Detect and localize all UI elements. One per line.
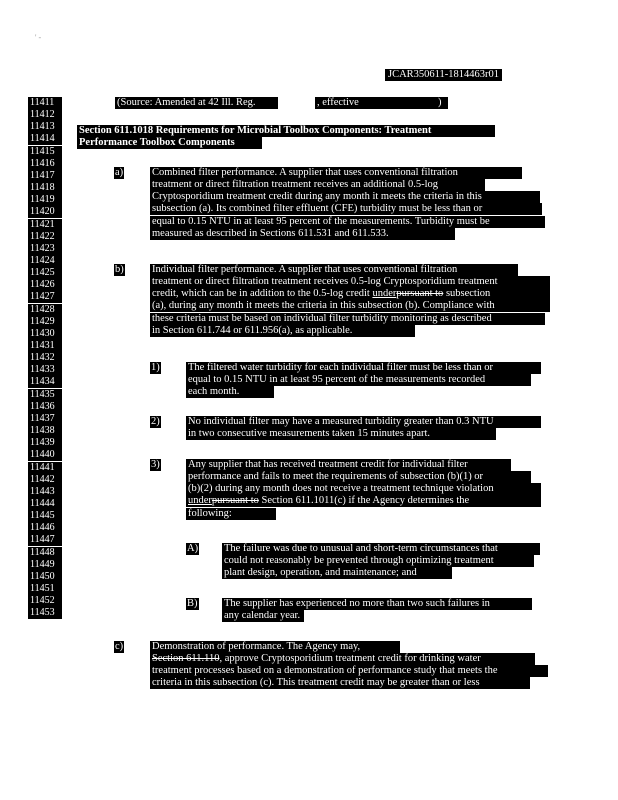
line-number: 11417 bbox=[28, 170, 62, 182]
line-number: 11447 bbox=[28, 534, 62, 546]
line-number: 11443 bbox=[28, 486, 62, 498]
corner-mark: ' - bbox=[35, 33, 42, 42]
text-line-content: any calendar year. bbox=[222, 610, 304, 622]
text-line-content: each month. bbox=[186, 386, 274, 398]
deleted-text: Section 611.110 bbox=[152, 653, 220, 665]
para-marker: 3) bbox=[151, 459, 160, 470]
line-number: 11448 bbox=[28, 547, 62, 559]
line-number: 11428 bbox=[28, 304, 62, 316]
line-number: 11440 bbox=[28, 449, 62, 461]
section-title-line2: Performance Toolbox Components bbox=[77, 137, 262, 149]
text-line-content: performance and fails to meet the requirements of subsection (b)(1) or bbox=[186, 471, 531, 483]
document-code: JCAR350611-1814463r01 bbox=[385, 69, 502, 81]
line-number: 11445 bbox=[28, 510, 62, 522]
line-number: 11442 bbox=[28, 474, 62, 486]
source-prefix: (Source: Amended at 42 Ill. Reg. bbox=[115, 97, 278, 109]
line-number: 11438 bbox=[28, 425, 62, 437]
line-number: 11432 bbox=[28, 352, 62, 364]
text-line-content: these criteria must be based on individual filter turbidity monitoring as described bbox=[150, 313, 545, 325]
line-number: 11434 bbox=[28, 376, 62, 388]
line-number: 11416 bbox=[28, 158, 62, 170]
text-line-content: in Section 611.744 or 611.956(a), as applicable. bbox=[150, 325, 415, 337]
line-number: 11433 bbox=[28, 364, 62, 376]
line-number: 11430 bbox=[28, 328, 62, 340]
line-number: 11422 bbox=[28, 231, 62, 243]
text-line-content: The failure was due to unusual and short-term circumstances that bbox=[222, 543, 540, 555]
line-number: 11411 bbox=[28, 97, 62, 109]
inserted-text: under bbox=[372, 288, 397, 300]
text-line-content: in two consecutive measurements taken 15 minutes apart. bbox=[186, 428, 496, 440]
text-line-content: The supplier has experienced no more than two such failures in bbox=[222, 598, 532, 610]
line-number: 11435 bbox=[28, 389, 62, 401]
line-number: 11421 bbox=[28, 219, 62, 231]
line-number: 11426 bbox=[28, 279, 62, 291]
deleted-text: pursuant to bbox=[396, 288, 444, 300]
text-line-content bbox=[150, 653, 535, 665]
text-line-content: The filtered water turbidity for each individual filter must be less than or bbox=[186, 362, 541, 374]
line-number: 11427 bbox=[28, 291, 62, 303]
line-number: 11450 bbox=[28, 571, 62, 583]
para-marker: A) bbox=[187, 543, 199, 554]
line-number: 11431 bbox=[28, 340, 62, 352]
line-number: 11449 bbox=[28, 559, 62, 571]
text-line-content: treatment processes based on a demonstration of performance study that meets the bbox=[150, 665, 548, 677]
text-line-content: treatment or direct filtration treatment receives 0.5-log Cryptosporidium treatment bbox=[150, 276, 550, 288]
text-line-content bbox=[186, 495, 541, 507]
text-line-content: could not reasonably be prevented through optimizing treatment bbox=[222, 555, 534, 567]
text-line-content: plant design, operation, and maintenance; and bbox=[222, 567, 452, 579]
line-number: 11453 bbox=[28, 607, 62, 619]
text-line-content: Demonstration of performance. The Agency may, bbox=[150, 641, 400, 653]
text-line-content: following: bbox=[186, 508, 276, 520]
line-number: 11425 bbox=[28, 267, 62, 279]
line-number: 11423 bbox=[28, 243, 62, 255]
para-marker: a) bbox=[115, 167, 124, 178]
para-marker: b) bbox=[115, 264, 124, 275]
text-line-content: credit, which can be in addition to the 0.5-log credit underpursuant to subsection bbox=[150, 288, 550, 300]
inserted-text: under bbox=[188, 495, 212, 507]
text-line-content: Individual filter performance. A supplier that uses conventional filtration bbox=[150, 264, 518, 276]
line-number: 11451 bbox=[28, 583, 62, 595]
section-title-line1: Section 611.1018 Requirements for Microbial Toolbox Components: Treatment bbox=[77, 125, 495, 137]
source-redacted-date bbox=[371, 97, 436, 109]
line-number: 11419 bbox=[28, 194, 62, 206]
line-number: 11441 bbox=[28, 462, 62, 474]
text-line-content: equal to 0.15 NTU in at least 95 percent of the measurements recorded bbox=[186, 374, 531, 386]
source-mid: , effective bbox=[315, 97, 371, 109]
line-number: 11414 bbox=[28, 133, 62, 145]
line-number: 11444 bbox=[28, 498, 62, 510]
text-tail: Section 611.1011(c) if the Agency determines the bbox=[258, 495, 470, 507]
line-number: 11452 bbox=[28, 595, 62, 607]
line-number: 11415 bbox=[28, 146, 62, 158]
source-suffix: ) bbox=[436, 97, 448, 109]
line-number: 11437 bbox=[28, 413, 62, 425]
text-line-content: treatment or direct filtration treatment receives an additional 0.5-log bbox=[150, 179, 485, 191]
text-line-content: Any supplier that has received treatment credit for individual filter bbox=[186, 459, 511, 471]
text-tail: , approve Cryptosporidium treatment credit for drinking water bbox=[219, 653, 481, 665]
para-marker: 1) bbox=[151, 362, 160, 373]
line-number: 11412 bbox=[28, 109, 62, 121]
text-line-content: subsection (a). Its combined filter effluent (CFE) turbidity must be less than or bbox=[150, 203, 542, 215]
text-line-content: (b)(2) during any month does not receive a treatment technique violation bbox=[186, 483, 541, 495]
line-number: 11424 bbox=[28, 255, 62, 267]
line-number: 11446 bbox=[28, 522, 62, 534]
text-line-content: No individual filter may have a measured turbidity greater than 0.3 NTU bbox=[186, 416, 541, 428]
line-number: 11420 bbox=[28, 206, 62, 218]
text-line-content: criteria in this subsection (c). This treatment credit may be greater than or less bbox=[150, 677, 530, 689]
line-number: 11439 bbox=[28, 437, 62, 449]
text-tail: subsection bbox=[443, 288, 491, 300]
para-marker: 2) bbox=[151, 416, 160, 427]
para-marker: c) bbox=[115, 641, 124, 652]
line-number: 11429 bbox=[28, 316, 62, 328]
line-number: 11436 bbox=[28, 401, 62, 413]
text-line-content: (a), during any month it meets the criteria in this subsection (b). Compliance with bbox=[150, 300, 550, 312]
text-line-content: Cryptosporidium treatment credit during any month it meets the criteria in this bbox=[150, 191, 540, 203]
line-number: 11413 bbox=[28, 121, 62, 133]
para-marker: B) bbox=[187, 598, 198, 609]
text-line-content: measured as described in Sections 611.531 and 611.533. bbox=[150, 228, 455, 240]
deleted-text: pursuant to bbox=[211, 495, 259, 507]
text-line-content: equal to 0.15 NTU in at least 95 percent of the measurements. Turbidity must be bbox=[150, 216, 545, 228]
line-number: 11418 bbox=[28, 182, 62, 194]
text-line-content: Combined filter performance. A supplier that uses conventional filtration bbox=[150, 167, 522, 179]
